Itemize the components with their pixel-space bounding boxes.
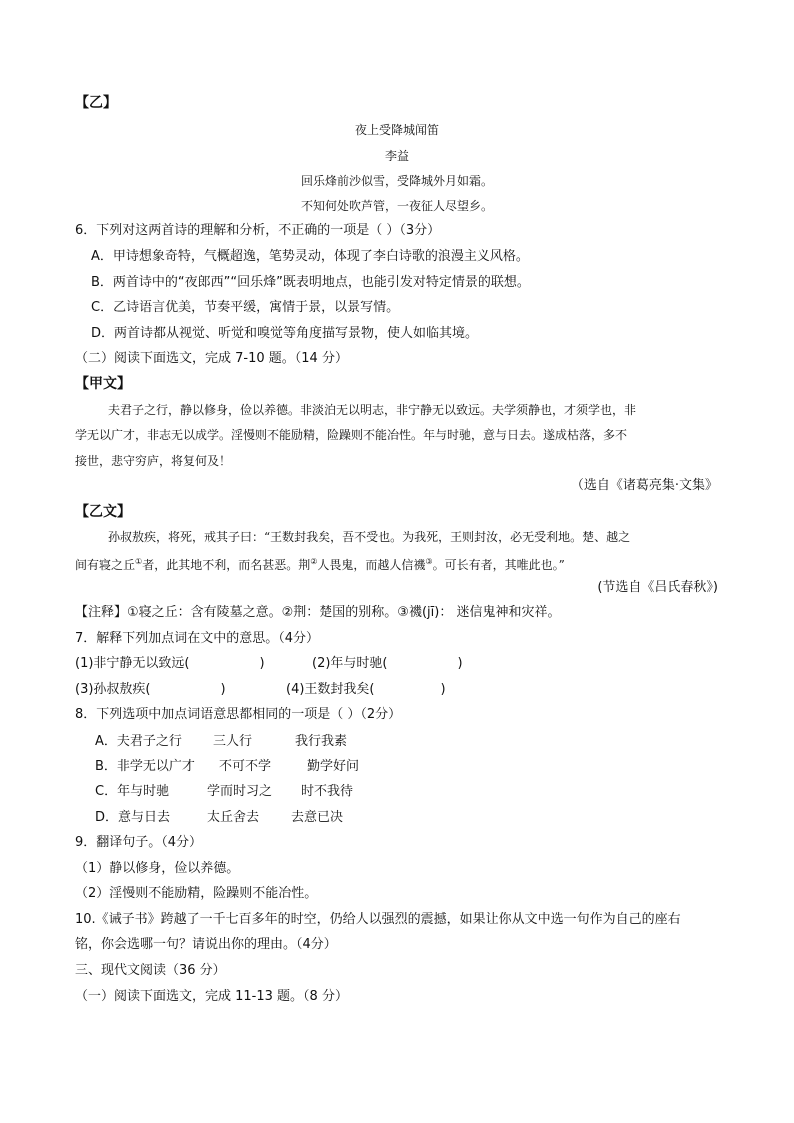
q6-option-a: A．甲诗想象奇特，气概超逸，笔势灵动，体现了李白诗歌的浪漫主义风格。 bbox=[91, 249, 529, 264]
q7-stem: 7．解释下列加点词在文中的意思。（4分） bbox=[75, 631, 320, 646]
poem-author: 李益 bbox=[384, 149, 409, 163]
jiawen-line-3: 接世，悲守穷庐，将复何及！ bbox=[75, 454, 232, 468]
notes: 【注释】①寝之丘：含有陵墓之意。②荆：楚国的别称。③禨(jī)： 迷信鬼神和灾祥。 bbox=[75, 605, 561, 620]
section2-heading: （二）阅读下面选文，完成 7-10 题。（14 分） bbox=[75, 351, 348, 366]
yiwen-line-2-part-c: 人畏鬼，而越人信禨 bbox=[317, 558, 426, 572]
yiwen-source: (节选自《吕氏春秋》) bbox=[597, 580, 718, 595]
q7-item-4: (4)王数封我矣( ) bbox=[286, 682, 446, 697]
q7-item-1: (1)非宁静无以致远( ) bbox=[75, 656, 265, 671]
poem-title: 夜上受降城闻笛 bbox=[354, 123, 439, 137]
note-mark-3: ③ bbox=[425, 557, 433, 566]
yiwen-line-2-part-a: 间有寝之丘 bbox=[75, 558, 136, 572]
q6-option-c: C．乙诗语言优美，节奏平缓，寓情于景，以景写情。 bbox=[91, 300, 400, 315]
poem-line-2: 不知何处吹芦管，一夜征人尽望乡。 bbox=[300, 199, 493, 213]
q6-option-b: B．两首诗中的“夜郎西”“回乐烽”既表明地点，也能引发对特定情景的联想。 bbox=[91, 275, 530, 290]
section3-heading: 三、现代文阅读（36 分） bbox=[75, 963, 226, 978]
note-mark-2: ② bbox=[310, 557, 318, 566]
yiwen-line-2-part-b: 者，此其地不利，而名甚恶。荆 bbox=[142, 558, 311, 572]
q6-stem: 6．下列对这两首诗的理解和分析，不正确的一项是（ ）（3分） bbox=[75, 223, 441, 238]
header-yi: 【乙】 bbox=[75, 95, 117, 111]
yiwen-line-1: 孙叔敖疾，将死，戒其子曰：“王数封我矣，吾不受也。为我死，王则封汝，必无受利地。楚、越之 bbox=[108, 530, 631, 544]
q7-item-3: (3)孙叔敖疾( ) bbox=[75, 682, 226, 697]
q8-stem: 8．下列选项中加点词语意思都相同的一项是（ ）（2分） bbox=[75, 707, 402, 722]
jiawen-header: 【甲文】 bbox=[75, 376, 131, 392]
q10-line-1: 10.《诫子书》跨越了一千七百多年的时空，仍给人以强烈的震撼，如果让你从文中选一句作为自己的座右 bbox=[75, 912, 681, 927]
yiwen-header: 【乙文】 bbox=[75, 504, 131, 520]
q9-item-1: （1）静以修身，俭以养德。 bbox=[75, 861, 240, 876]
q7-item-2: (2)年与时驰( ) bbox=[312, 656, 463, 671]
q10-line-2: 铭，你会选哪一句？请说出你的理由。（4分） bbox=[75, 937, 337, 952]
note-mark-1: ① bbox=[135, 557, 143, 566]
jiawen-line-1: 夫君子之行，静以修身，俭以养德。非淡泊无以明志，非宁静无以致远。夫学须静也，才须学也，非 bbox=[108, 403, 637, 417]
section3-subheading: （一）阅读下面选文，完成 11-13 题。（8 分） bbox=[75, 989, 348, 1004]
yiwen-line-2 bbox=[75, 553, 565, 574]
poem-line-1: 回乐烽前沙似雪，受降城外月如霜。 bbox=[300, 174, 493, 188]
jiawen-source: （选自《诸葛亮集·文集》 bbox=[570, 478, 718, 493]
jiawen-line-2: 学无以广才，非志无以成学。淫慢则不能励精，险躁则不能冶性。年与时驰，意与日去。遂成枯落，多不 bbox=[75, 428, 628, 442]
q9-stem: 9．翻译句子。（4分） bbox=[75, 835, 203, 850]
yiwen-line-2-part-d: 。可长有者，其唯此也。” bbox=[432, 558, 565, 572]
q6-option-d: D．两首诗都从视觉、听觉和嗅觉等角度描写景物，使人如临其境。 bbox=[91, 326, 479, 341]
q9-item-2: （2）淫慢则不能励精，险躁则不能冶性。 bbox=[75, 886, 318, 901]
